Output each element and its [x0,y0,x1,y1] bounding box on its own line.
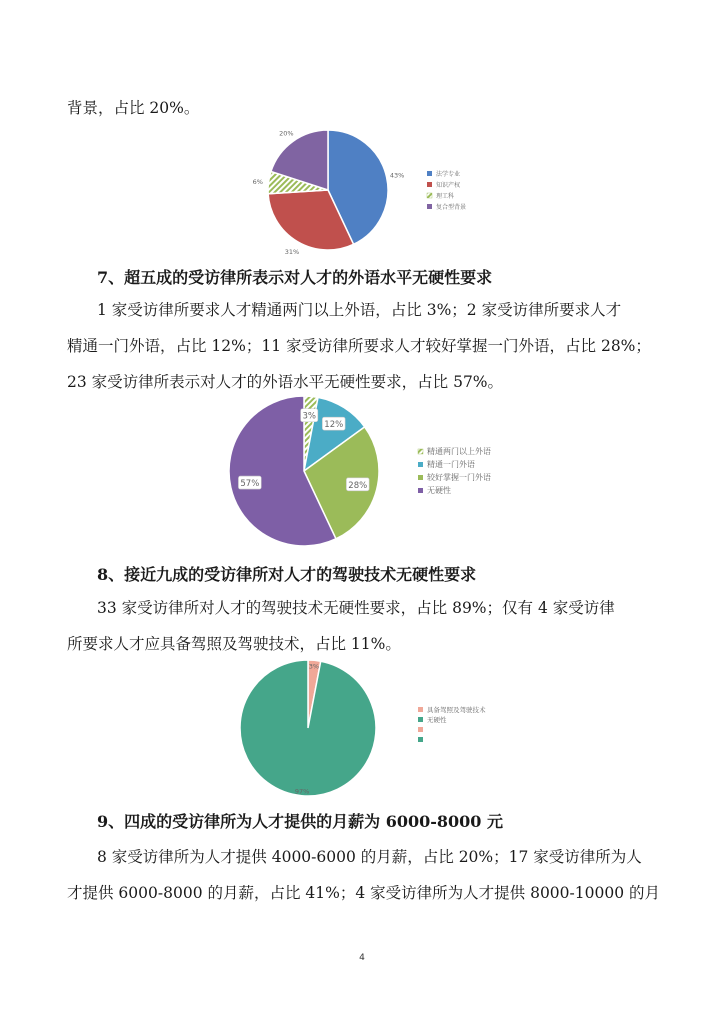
paragraph-line: 33 家受访律所对人才的驾驶技术无硬性要求，占比 89%；仅有 4 家受访律 [97,599,615,617]
legend-label: 复合型背景 [436,204,467,211]
legend-swatch [418,475,423,480]
legend-label: 知识产权 [436,182,461,189]
legend-swatch [418,488,423,493]
legend [418,705,486,742]
data-label: 43% [389,171,405,180]
legend-label: 精通两门以上外语 [427,447,491,456]
data-label: 3% [302,411,316,422]
section-heading-9: 9、四成的受访律所为人才提供的月薪为 6000-8000 元 [97,812,503,831]
legend-label: 较好掌握一门外语 [427,473,491,482]
legend [427,170,466,211]
data-label: 31% [284,247,300,256]
paragraph-line: 所要求人才应具备驾照及驾驶技术，占比 11%。 [67,635,401,653]
pie-slice [240,660,376,796]
legend-swatch [418,727,423,732]
legend-swatch [427,193,432,198]
pie-chart-language [200,392,530,554]
legend-swatch [427,204,432,209]
legend-label: 无硬性 [427,716,447,724]
legend-label: 无硬性 [427,486,451,495]
paragraph-line: 精通一门外语，占比 12%；11 家受访律所要求人才较好掌握一门外语，占比 28%； [67,337,651,355]
data-label: 6% [252,178,263,187]
legend-label: 精通一门外语 [427,460,475,469]
legend [418,446,491,495]
paragraph-line: 23 家受访律所表示对人才的外语水平无硬性要求，占比 57%。 [67,373,504,391]
data-label: 57% [240,479,260,490]
legend-swatch [427,171,432,176]
legend-label: 理工科 [436,193,455,200]
paragraph-line: 才提供 6000-8000 的月薪，占比 41%；4 家受访律所为人才提供 8000-10000 的月 [67,884,660,902]
legend-swatch [427,182,432,187]
data-label: 20% [279,129,294,138]
paragraph-line: 1 家受访律所要求人才精通两门以上外语，占比 3%；2 家受访律所要求人才 [97,301,622,319]
pie-chart-background [240,118,510,258]
data-label: 3% [308,662,320,671]
data-label: 97% [294,787,310,796]
pie-chart-driving [225,655,525,803]
section-heading-7: 7、超五成的受访律所表示对人才的外语水平无硬性要求 [97,268,493,287]
legend-swatch [418,737,423,742]
legend-swatch [418,707,423,712]
data-label: 12% [324,420,344,431]
legend-swatch [418,449,423,454]
section-heading-8: 8、接近九成的受访律所对人才的驾驶技术无硬性要求 [97,565,477,584]
legend-swatch [418,717,423,722]
legend-label: 具备驾照及驾驶技术 [427,706,486,714]
paragraph-line: 背景，占比 20%。 [67,99,200,117]
data-label: 28% [348,480,368,491]
legend-label: 法学专业 [436,171,461,178]
page-number: 4 [359,953,365,963]
paragraph-line: 8 家受访律所为人才提供 4000-6000 的月薪，占比 20%；17 家受访律所为人 [97,848,642,866]
legend-swatch [418,462,423,467]
